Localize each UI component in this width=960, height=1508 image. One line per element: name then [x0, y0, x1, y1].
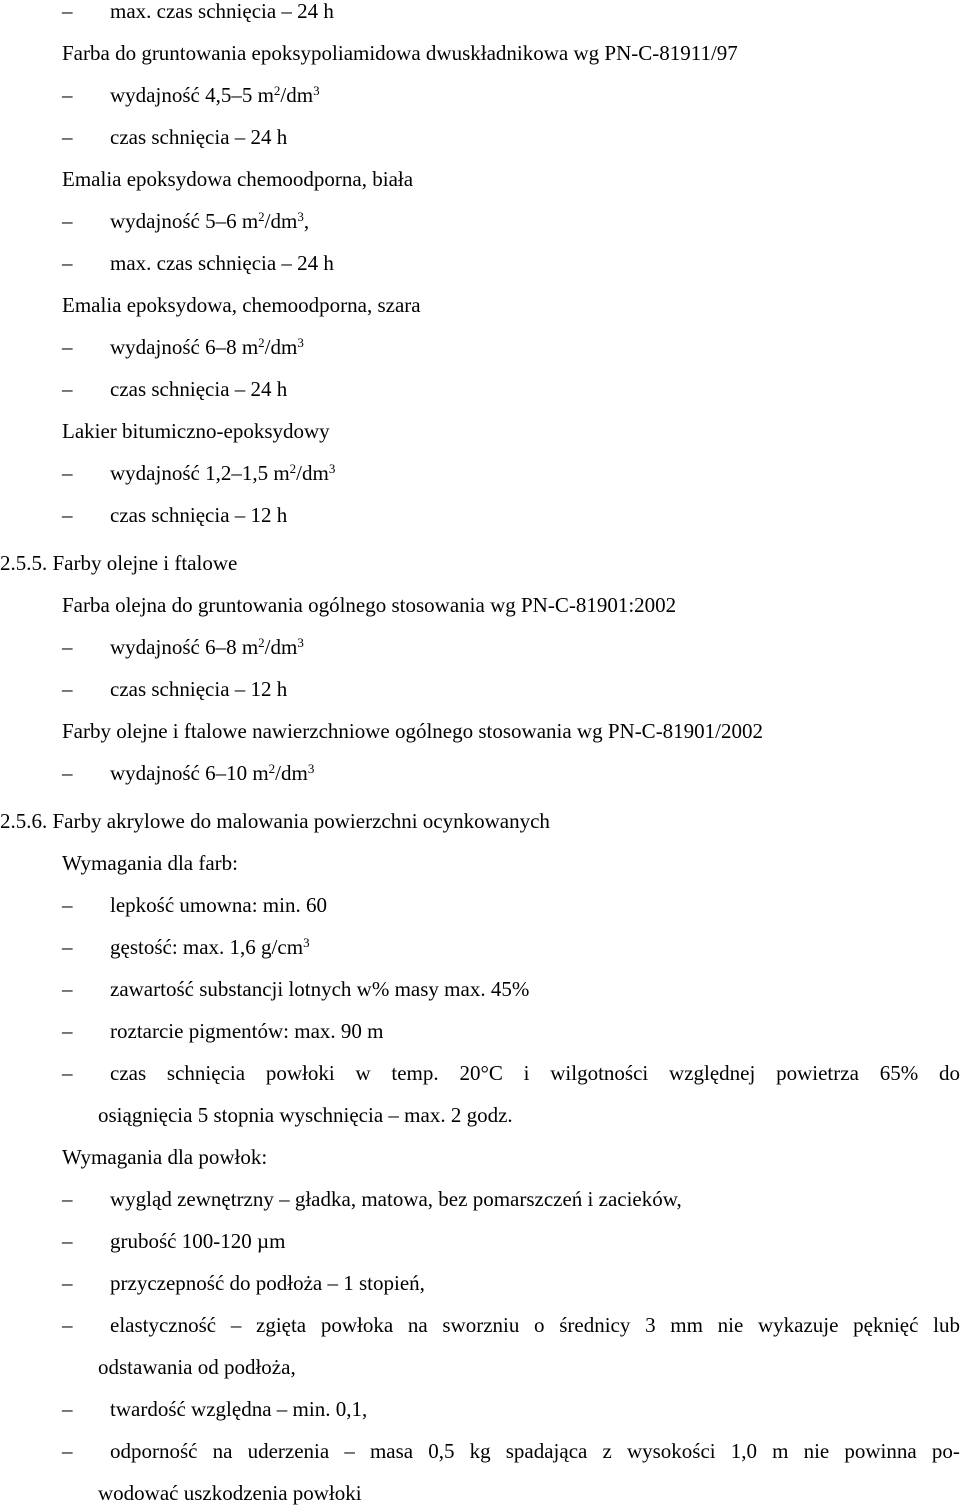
paragraph	[62, 719, 763, 743]
word: z	[602, 1439, 612, 1463]
superscript: 2	[258, 209, 265, 224]
superscript: 3	[297, 209, 304, 224]
superscript: 3	[297, 335, 304, 350]
word: nie	[717, 1313, 744, 1337]
superscript: 2	[258, 335, 265, 350]
bullet-dash: –	[62, 1313, 73, 1337]
list-item	[110, 1439, 960, 1463]
line-text: ,	[303, 209, 310, 233]
list-item	[110, 251, 334, 275]
line-text: 2.5.5. Farby olejne i ftalowe	[0, 551, 238, 575]
line-text: wydajność 6–8 m	[110, 335, 259, 359]
line-text: lepkość umowna: min. 60	[110, 893, 327, 917]
list-item	[110, 893, 327, 917]
word: powłoki	[265, 1061, 335, 1085]
line-text: Farba olejna do gruntowania ogólnego stosowania wg PN-C-81901:2002	[62, 593, 677, 617]
bullet-dash: –	[62, 83, 73, 107]
word: powietrza	[776, 1061, 859, 1085]
list-item	[110, 761, 314, 785]
word: 20°C	[459, 1061, 503, 1085]
line-text: czas schnięcia – 24 h	[110, 377, 288, 401]
list-item-continuation	[98, 1103, 513, 1127]
bullet-dash: –	[62, 209, 73, 233]
list-item	[110, 1061, 960, 1085]
line-text: /dm	[264, 209, 298, 233]
bullet-dash: –	[62, 893, 73, 917]
line-text: /dm	[264, 635, 298, 659]
bullet-dash: –	[62, 677, 73, 701]
superscript: 3	[307, 761, 315, 776]
paragraph	[62, 41, 738, 65]
word: powłoka	[320, 1313, 394, 1337]
superscript: 2	[273, 83, 281, 98]
word: pęknięć	[853, 1313, 919, 1337]
bullet-dash: –	[62, 0, 73, 23]
list-item-continuation	[98, 1481, 362, 1505]
bullet-dash: –	[62, 935, 73, 959]
line-text: czas schnięcia – 24 h	[110, 125, 288, 149]
line-text: twardość względna – min. 0,1,	[110, 1397, 368, 1421]
list-item	[110, 1397, 367, 1421]
word: 1,0	[730, 1439, 757, 1463]
line-text: roztarcie pigmentów: max. 90 m	[110, 1019, 384, 1043]
line-text: Wymagania dla farb:	[62, 851, 238, 875]
line-text: /dm	[296, 461, 329, 485]
section-heading	[0, 809, 550, 833]
list-item	[110, 1019, 384, 1043]
line-text: max. czas schnięcia – 24 h	[110, 0, 334, 23]
bullet-dash: –	[62, 461, 73, 485]
word: lub	[933, 1313, 960, 1337]
list-item	[110, 1229, 285, 1253]
line-text: Lakier bitumiczno-epoksydowy	[62, 419, 330, 443]
list-item	[110, 83, 320, 107]
list-item	[110, 125, 287, 149]
line-text: zawartość substancji lotnych w% masy max. 45%	[110, 977, 530, 1001]
paragraph	[62, 419, 330, 443]
word: schnięcia	[166, 1061, 246, 1085]
line-text: wygląd zewnętrzny – gładka, matowa, bez pomarszczeń i zacieków,	[110, 1187, 682, 1211]
line-text: /dm	[275, 761, 308, 785]
section-heading	[0, 551, 237, 575]
word: temp.	[391, 1061, 439, 1085]
word: –	[344, 1439, 355, 1463]
bullet-dash: –	[62, 761, 73, 785]
line-text: wydajność 6–8 m	[110, 635, 259, 659]
bullet-dash: –	[62, 1439, 73, 1463]
word: elastyczność	[110, 1313, 217, 1337]
word: wykazuje	[757, 1313, 839, 1337]
word: wysokości	[626, 1439, 716, 1463]
superscript: 2	[268, 761, 276, 776]
superscript: 3	[328, 461, 336, 476]
line-text: Emalia epoksydowa chemoodporna, biała	[62, 167, 414, 191]
line-text: wydajność 5–6 m	[110, 209, 259, 233]
line-text: 2.5.6. Farby akrylowe do malowania powierzchni ocynkowanych	[0, 809, 550, 833]
list-item	[110, 335, 304, 359]
word: sworzniu	[442, 1313, 520, 1337]
list-item	[110, 1271, 425, 1295]
line-text: wydajność 6–10 m	[110, 761, 269, 785]
paragraph	[62, 593, 676, 617]
bullet-dash: –	[62, 251, 73, 275]
line-text: grubość 100-120 µm	[110, 1229, 286, 1253]
paragraph	[62, 293, 421, 317]
word: na	[212, 1439, 233, 1463]
superscript: 3	[303, 935, 310, 950]
word: kg	[469, 1439, 491, 1463]
paragraph	[62, 167, 413, 191]
word: mm	[670, 1313, 703, 1337]
word: o	[534, 1313, 545, 1337]
bullet-dash: –	[62, 1271, 73, 1295]
word: po-	[931, 1439, 960, 1463]
bullet-dash: –	[62, 1229, 73, 1253]
line-text: przyczepność do podłoża – 1 stopień,	[110, 1271, 425, 1295]
bullet-dash: –	[62, 335, 73, 359]
list-item	[110, 977, 529, 1001]
list-item	[110, 377, 287, 401]
word: czas	[110, 1061, 147, 1085]
word: nie	[803, 1439, 830, 1463]
word: na	[407, 1313, 428, 1337]
bullet-dash: –	[62, 977, 73, 1001]
superscript: 2	[289, 461, 297, 476]
line-text: gęstość: max. 1,6 g/cm	[110, 935, 304, 959]
list-item	[110, 635, 304, 659]
line-text: czas schnięcia – 12 h	[110, 503, 288, 527]
line-text: /dm	[280, 83, 314, 107]
line-text: Emalia epoksydowa, chemoodporna, szara	[62, 293, 421, 317]
superscript: 2	[258, 635, 265, 650]
paragraph	[62, 851, 238, 875]
word: 3	[645, 1313, 656, 1337]
superscript: 3	[297, 635, 304, 650]
bullet-dash: –	[62, 1187, 73, 1211]
bullet-dash: –	[62, 1397, 73, 1421]
superscript: 3	[313, 83, 320, 98]
word: 65%	[879, 1061, 919, 1085]
line-text: wydajność 1,2–1,5 m	[110, 461, 290, 485]
word: spadająca	[505, 1439, 588, 1463]
list-item	[110, 0, 334, 23]
word: względnej	[669, 1061, 756, 1085]
word: m	[772, 1439, 789, 1463]
word: w	[355, 1061, 371, 1085]
line-text: wydajność 4,5–5 m	[110, 83, 274, 107]
word: odporność	[110, 1439, 198, 1463]
list-item	[110, 935, 310, 959]
bullet-dash: –	[62, 635, 73, 659]
line-text: Wymagania dla powłok:	[62, 1145, 268, 1169]
word: średnicy	[559, 1313, 631, 1337]
list-item	[110, 209, 309, 233]
word: 0,5	[428, 1439, 455, 1463]
list-item-continuation	[98, 1355, 296, 1379]
line-text: osiągnięcia 5 stopnia wyschnięcia – max. 2 godz.	[98, 1103, 513, 1127]
bullet-dash: –	[62, 1061, 73, 1085]
line-text: czas schnięcia – 12 h	[110, 677, 288, 701]
bullet-dash: –	[62, 377, 73, 401]
word: masa	[369, 1439, 414, 1463]
bullet-dash: –	[62, 503, 73, 527]
paragraph	[62, 1145, 267, 1169]
word: –	[230, 1313, 242, 1337]
line-text: odstawania od podłoża,	[98, 1355, 296, 1379]
list-item	[110, 677, 287, 701]
word: powinna	[844, 1439, 917, 1463]
line-text: wodować uszkodzenia powłoki	[98, 1481, 362, 1505]
bullet-dash: –	[62, 1019, 73, 1043]
line-text: Farba do gruntowania epoksypoliamidowa dwuskładnikowa wg PN-C-81911/97	[62, 41, 738, 65]
bullet-dash: –	[62, 125, 73, 149]
line-text: Farby olejne i ftalowe nawierzchniowe ogólnego stosowania wg PN-C-81901/2002	[62, 719, 764, 743]
word: uderzenia	[247, 1439, 330, 1463]
list-item	[110, 1313, 960, 1337]
word: zgięta	[256, 1313, 307, 1337]
line-text: max. czas schnięcia – 24 h	[110, 251, 334, 275]
list-item	[110, 503, 287, 527]
word: do	[938, 1061, 960, 1085]
list-item	[110, 461, 335, 485]
word: wilgotności	[550, 1061, 649, 1085]
line-text: /dm	[264, 335, 298, 359]
list-item	[110, 1187, 682, 1211]
word: i	[523, 1061, 530, 1085]
